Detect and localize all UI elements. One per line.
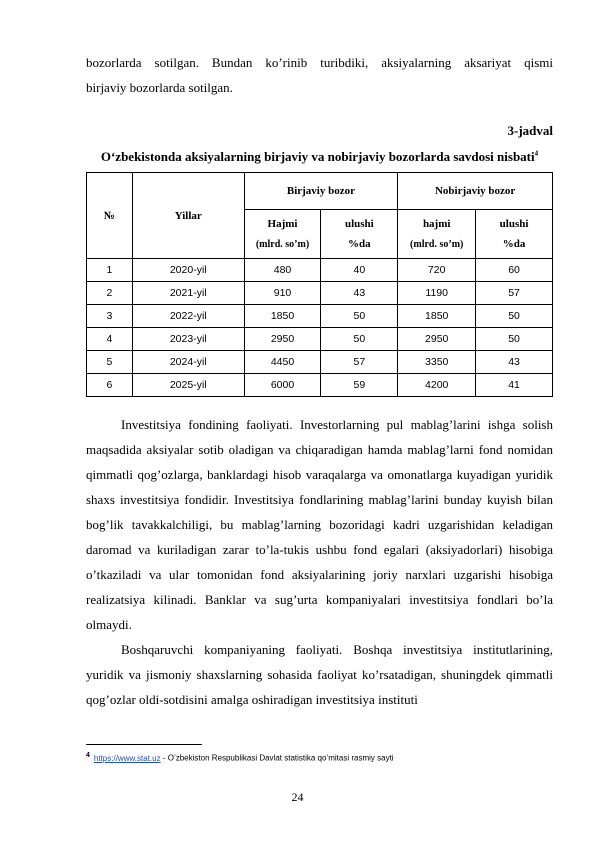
- footnote: [86, 752, 394, 763]
- table-row: 4 2023-yil 2950 50 2950 50: [87, 328, 553, 351]
- footnote-divider: [86, 744, 202, 745]
- footnote-link[interactable]: https://www.stat.uz: [93, 753, 161, 763]
- table-label: 3-jadval: [507, 123, 553, 138]
- header-years: Yillar: [132, 173, 244, 259]
- trade-ratio-table: [86, 172, 553, 397]
- header-nobirjaviy: Nobirjaviy bozor: [398, 173, 553, 210]
- table-row: 2 2021-yil 910 43 1190 57: [87, 282, 553, 305]
- table-row: 5 2024-yil 4450 57 3350 43: [87, 351, 553, 374]
- paragraph-management-company: Boshqaruvchi kompaniyaning faoliyati. Boshqa investitsiya institutlarining, yuridik va jismoniy shaxslarning sohasida faoliyat ko’rsatadigan, shuningdek qimmatli qog’ozlar oldi-sotdisini amalga oshiradigan investitsiya instituti: [86, 642, 553, 707]
- document-page: [86, 50, 553, 712]
- footnote-mark: 4: [86, 752, 90, 759]
- intro-paragraph: [86, 50, 553, 100]
- intro-line-1: bozorlarda sotilgan. Bundan ko’rinib turibdiki, aksiyalarning aksariyat qismi: [86, 55, 553, 70]
- header-birjaviy-share: ulushi %da: [321, 210, 398, 259]
- table-title: [86, 144, 553, 169]
- table-title-text: O‘zbekistonda aksiyalarning birjaviy va nobirjaviy bozorlarda savdosi nisbati: [100, 149, 535, 164]
- table-row: 1 2020-yil 480 40 720 60: [87, 259, 553, 282]
- header-birjaviy: Birjaviy bozor: [244, 173, 398, 210]
- paragraph-investment-fund: Investitsiya fondining faoliyati. Investorlarning pul mablag’larini ishga solish maqsadida aksiyalar sotib oladigan va chiqaradigan hamda mablag’larni fond nomidan qimmatli qog’ozlarga, banklardagi hisob varaqalarga va omonatlarga kuyadigan yuridik shaxs investitsiya fondidir. Investitsiya fondlarining mablag’larini bunday kuyish bilan bog’lik tavakkalchiligi, bu mablag’larning bozoridagi kadri uzgarishidan keladigan daromad va kuriladigan zarar to’la-tukis ushbu fond egalari (aksiyadorlari) hisobiga o’tkaziladi va ular tomonidan fond aksiyalarining joriy narxlari uzgarishi hisobiga realizatsiya kilinadi. Banklar va sug’urta kompaniyalari investitsiya fondlari bo’la olmaydi.: [86, 417, 553, 632]
- header-number: №: [87, 173, 133, 259]
- header-nobirjaviy-share: ulushi %da: [476, 210, 553, 259]
- intro-line-2: birjaviy bozorlarda sotilgan.: [86, 80, 233, 95]
- header-birjaviy-volume: Hajmi (mlrd. so’m): [244, 210, 321, 259]
- table-title-footnote-mark: 4: [534, 149, 539, 158]
- page-number: 24: [291, 790, 304, 804]
- table-row: 3 2022-yil 1850 50 1850 50: [87, 305, 553, 328]
- header-nobirjaviy-volume: hajmi (mlrd. so’m): [398, 210, 476, 259]
- footnote-text: - O’zbekiston Respublikasi Davlat statistika qo’mitasi rasmiy sayti: [160, 753, 394, 763]
- table-row: 6 2025-yil 6000 59 4200 41: [87, 374, 553, 397]
